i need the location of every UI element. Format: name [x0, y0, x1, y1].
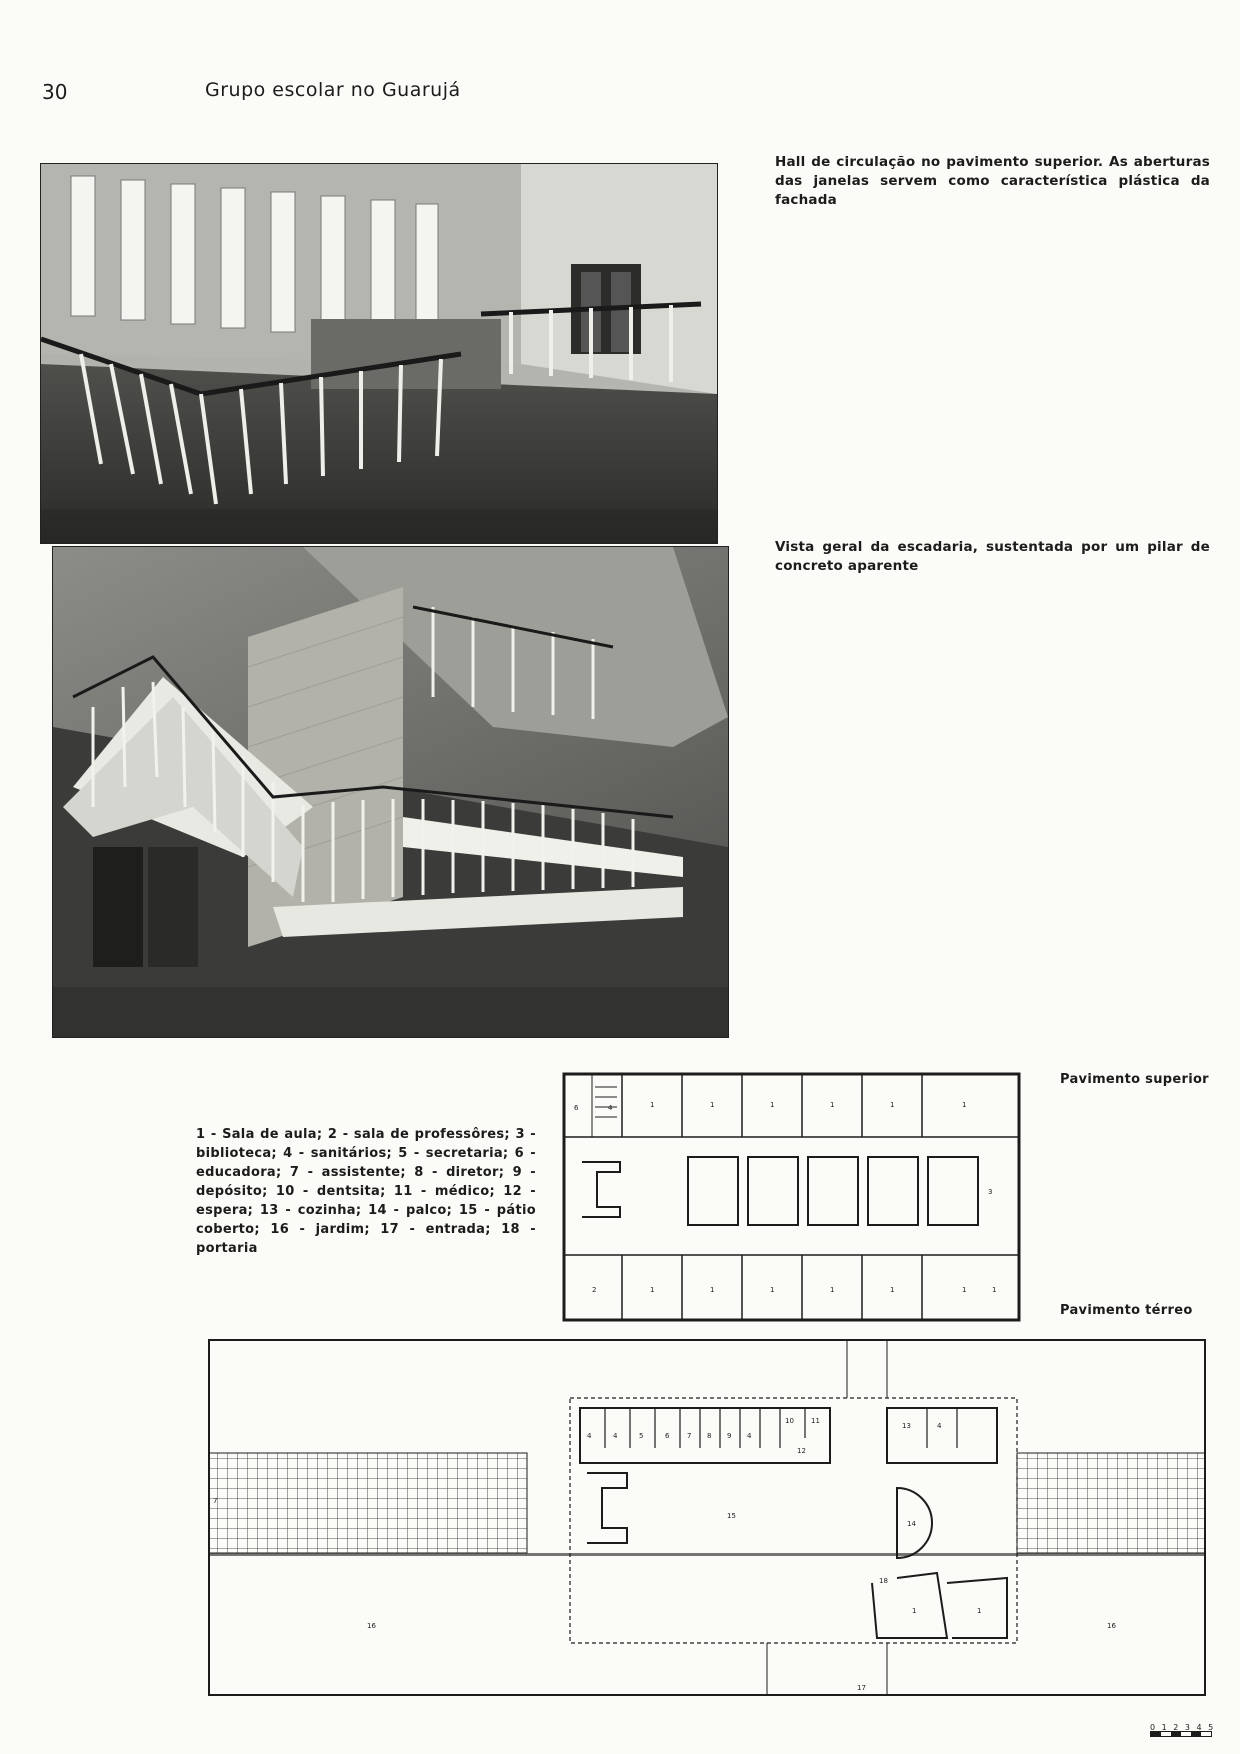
ground-room-label: 5	[639, 1432, 644, 1440]
ground-floor-label: Pavimento térreo	[1060, 1303, 1193, 1318]
upper-floor-plan	[562, 1072, 1021, 1322]
upper-room-label: 4	[608, 1104, 613, 1112]
staircase-photo	[52, 546, 729, 1038]
ground-room-label: 8	[707, 1432, 712, 1440]
upper-room-label: 2	[592, 1286, 597, 1294]
patio-label: 15	[727, 1512, 736, 1520]
lobby-label: 1	[977, 1607, 982, 1615]
stage-label: 14	[907, 1520, 916, 1528]
upper-room-label: 6	[574, 1104, 579, 1112]
lobby-label: 1	[912, 1607, 917, 1615]
garden-right-label: 16	[1107, 1622, 1116, 1630]
stair-caption: Vista geral da escadaria, sustentada por um pilar de concreto aparente	[775, 539, 1210, 574]
upper-room-label: 1	[962, 1286, 967, 1294]
hall-photo	[40, 163, 718, 544]
upper-room-label: 1	[992, 1286, 997, 1294]
upper-room-label: 1	[650, 1101, 655, 1109]
upper-room-label: 1	[890, 1286, 895, 1294]
page-title: Grupo escolar no Guarujá	[205, 79, 461, 101]
ground-room-label: 4	[937, 1422, 942, 1430]
ground-floor-plan	[207, 1338, 1207, 1722]
edge-mark-label: 7	[213, 1497, 218, 1505]
ground-room-label: 10	[785, 1417, 794, 1425]
hall-caption: Hall de circulação no pavimento superior. As aberturas das janelas servem como característica plástica da fachada	[775, 154, 1210, 208]
ground-room-label: 6	[665, 1432, 670, 1440]
upper-room-label: 1	[710, 1101, 715, 1109]
scale-bar-numbers: 0 1 2 3 4 5	[1150, 1723, 1216, 1732]
page-number: 30	[42, 80, 68, 104]
ground-room-label: 9	[727, 1432, 732, 1440]
upper-room-label: 1	[830, 1286, 835, 1294]
upper-room-label: 1	[890, 1101, 895, 1109]
upper-room-label: 1	[962, 1101, 967, 1109]
plan-legend: 1 - Sala de aula; 2 - sala de professôres; 3 - biblioteca; 4 - sanitários; 5 - secretaria; 6 - educadora; 7 - assistente; 8 - diretor; 9 - depósito; 10 - dentsita; 11 - médico; 12 - espera; 13 - cozinha; 14 - palco; 15 - pátio coberto; 16 - jardim; 17 - entrada; 18 - portaria	[196, 1127, 536, 1256]
garden-left-label: 16	[367, 1622, 376, 1630]
upper-room-label: 1	[770, 1101, 775, 1109]
upper-room-label: 1	[710, 1286, 715, 1294]
ground-room-label: 11	[811, 1417, 820, 1425]
upper-floor-label: Pavimento superior	[1060, 1072, 1209, 1087]
upper-room-label: 1	[770, 1286, 775, 1294]
ground-room-label: 4	[613, 1432, 618, 1440]
ground-room-label: 13	[902, 1422, 911, 1430]
ground-room-label: 4	[747, 1432, 752, 1440]
lobby-label: 18	[879, 1577, 888, 1585]
ground-room-label: 7	[687, 1432, 692, 1440]
ground-room-label: 12	[797, 1447, 806, 1455]
upper-room-label: 1	[830, 1101, 835, 1109]
upper-room-label: 1	[650, 1286, 655, 1294]
ground-room-label: 4	[587, 1432, 592, 1440]
entrance-label: 17	[857, 1684, 866, 1692]
library-label: 3	[988, 1188, 993, 1196]
